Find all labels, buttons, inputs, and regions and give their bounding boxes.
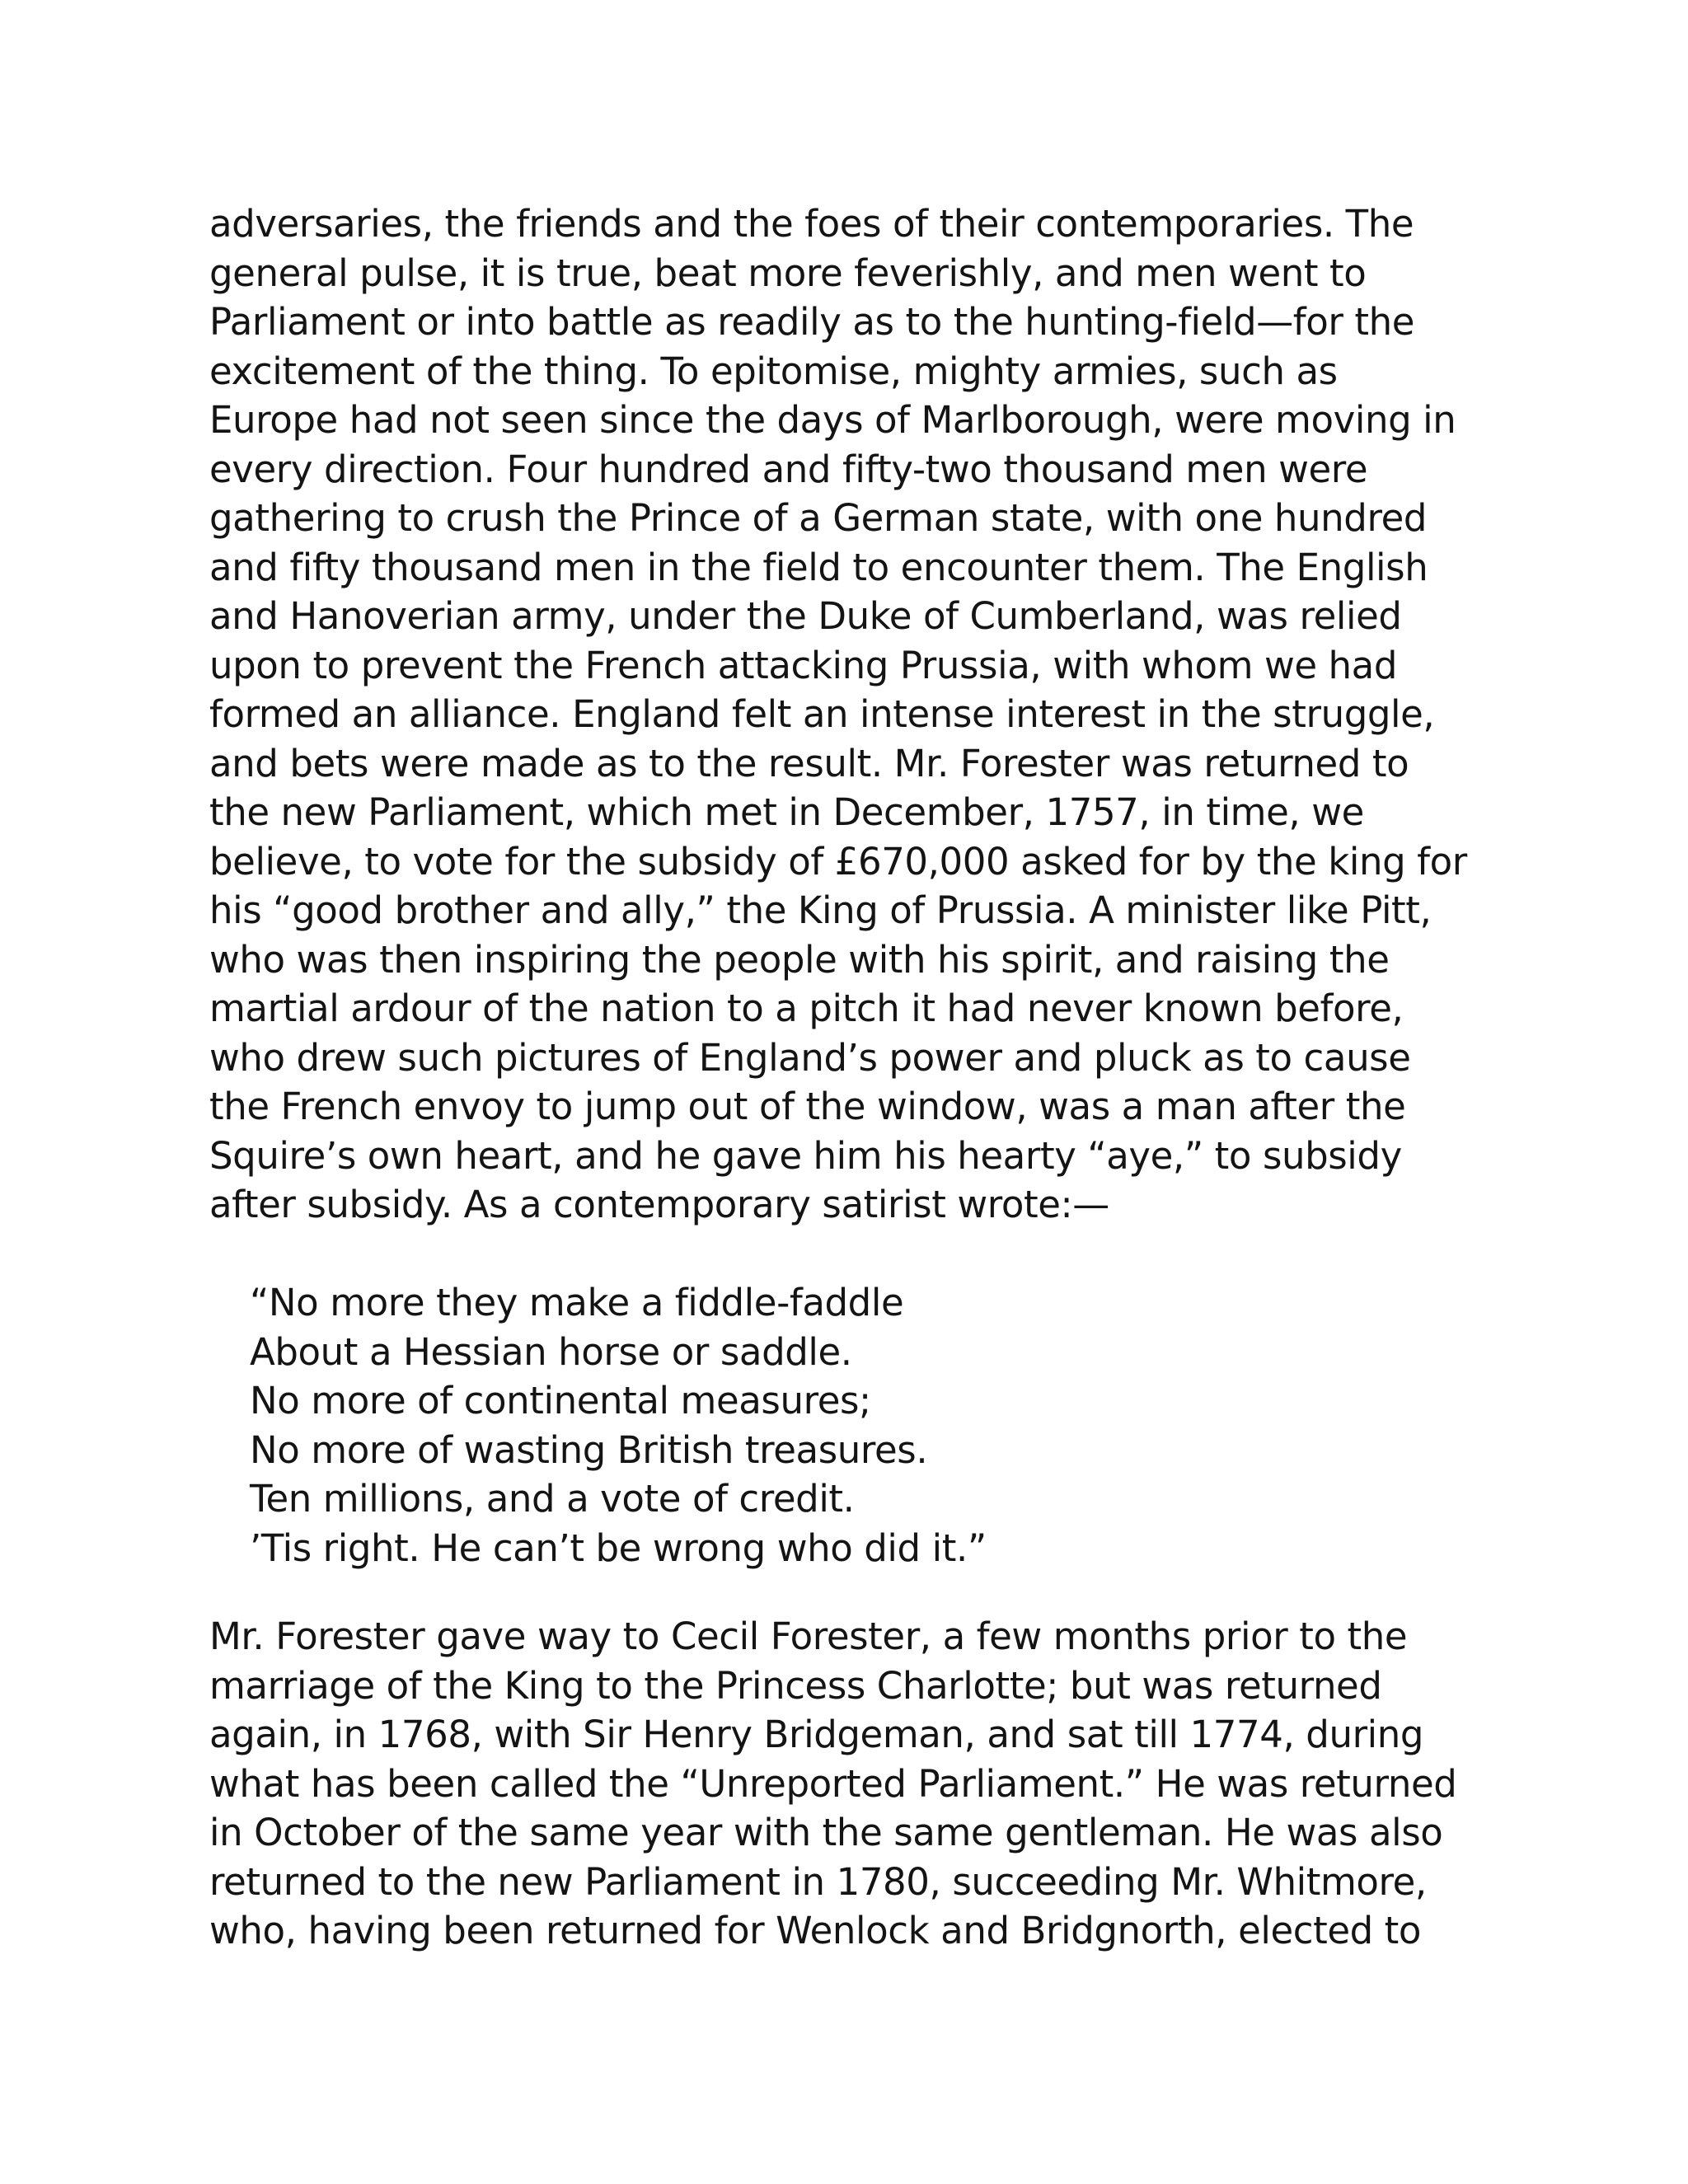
verse-line: ’Tis right. He can’t be wrong who did it.” [250, 1526, 987, 1570]
verse-line: About a Hessian horse or saddle. [250, 1329, 852, 1374]
text-line: and fifty thousand men in the field to encounter them. The English [209, 545, 1428, 589]
verse-quotation [250, 1278, 1568, 1572]
text-line: who drew such pictures of England’s power and pluck as to cause [209, 1035, 1411, 1080]
verse-line: No more of wasting British treasures. [250, 1427, 928, 1472]
text-line: after subsidy. As a contemporary satirist wrote:— [209, 1183, 1109, 1226]
text-line: adversaries, the friends and the foes of their contemporaries. The [209, 202, 1414, 246]
text-line: in October of the same year with the same gentleman. He was also [209, 1811, 1443, 1854]
text-line: and Hanoverian army, under the Duke of Cumberland, was relied [209, 594, 1402, 638]
text-line: martial ardour of the nation to a pitch it had never known before, [209, 987, 1404, 1030]
text-line: Parliament or into battle as readily as to the hunting-field—for the [209, 300, 1415, 344]
paragraph-2 [209, 1612, 1528, 1956]
text-line: formed an alliance. England felt an intense interest in the struggle, [209, 692, 1435, 736]
paragraph-1 [209, 199, 1528, 1230]
text-line: and bets were made as to the result. Mr. Forester was returned to [209, 741, 1409, 785]
text-line: gathering to crush the Prince of a German state, with one hundred [209, 496, 1428, 540]
verse-line: No more of continental measures; [250, 1379, 871, 1422]
text-line: believe, to vote for the subsidy of £670,000 asked for by the king for [209, 839, 1467, 883]
text-line: the new Parliament, which met in December, 1757, in time, we [209, 790, 1364, 834]
text-line: every direction. Four hundred and fifty-two thousand men were [209, 447, 1368, 491]
text-line: his “good brother and ally,” the King of Prussia. A minister like Pitt, [209, 888, 1432, 932]
text-line: again, in 1768, with Sir Henry Bridgeman, and sat till 1774, during [209, 1713, 1424, 1756]
text-line: excitement of the thing. To epitomise, mighty armies, such as [209, 349, 1338, 393]
text-line: what has been called the “Unreported Parliament.” He was returned [209, 1761, 1457, 1806]
verse-line: Ten millions, and a vote of credit. [250, 1477, 855, 1521]
text-line: general pulse, it is true, beat more feverishly, and men went to [209, 251, 1367, 295]
text-line: Squire’s own heart, and he gave him his hearty “aye,” to subsidy [209, 1133, 1402, 1178]
text-line: who was then inspiring the people with his spirit, and raising the [209, 937, 1390, 982]
verse-line: “No more they make a fiddle-faddle [250, 1281, 904, 1324]
text-line: marriage of the King to the Princess Charlotte; but was returned [209, 1663, 1382, 1708]
text-line: returned to the new Parliament in 1780, succeeding Mr. Whitmore, [209, 1859, 1427, 1904]
text-line: the French envoy to jump out of the window, was a man after the [209, 1085, 1406, 1128]
text-line: Europe had not seen since the days of Marlborough, were moving in [209, 398, 1456, 442]
text-line: Mr. Forester gave way to Cecil Forester, a few months prior to the [209, 1615, 1408, 1658]
text-line: who, having been returned for Wenlock and Bridgnorth, elected to [209, 1909, 1422, 1952]
text-line: upon to prevent the French attacking Prussia, with whom we had [209, 643, 1398, 687]
